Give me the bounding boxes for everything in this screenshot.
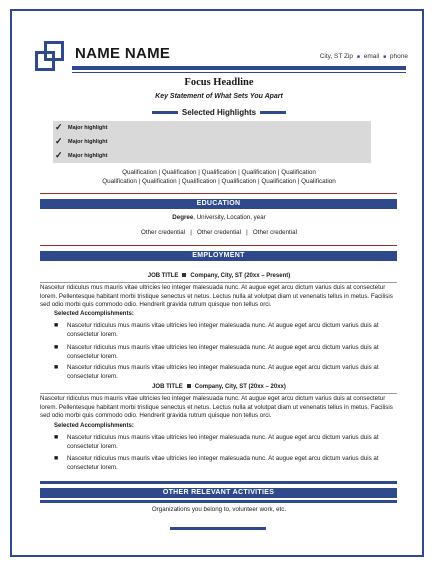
qualifications-line: Qualification | Qualification | Qualification | Qualification | Qualification | Qualification xyxy=(102,178,336,185)
city-state-zip: City, ST Zip xyxy=(319,53,354,60)
job-title-line: JOB TITLE Company, City, ST (20xx – Present) xyxy=(147,273,291,279)
bullet-icon: ■ xyxy=(54,322,59,329)
credentials-line: Other credential | Other credential | Other credential xyxy=(141,229,297,236)
job-rule xyxy=(40,393,397,394)
bullet-icon: ■ xyxy=(54,364,59,371)
highlight-item: ✓ Major highlight xyxy=(55,136,108,146)
accomplishments-heading: Selected Accomplishments: xyxy=(54,423,134,429)
job-summary: Nascetur ridiculus mus mauris vitae ultricies leo integer malesuada nunc. At augue eget arcu dictum varius duis at consectetur lorem. Pellentesque habitant morbi tristique senectus et netus. Lectus nulla at volutpat diam ut venenatis tellus in metus. Facilisis sed odio morbi quis commodo odio. Hendrerit gravida rutrum quisque non tellus orci. xyxy=(40,284,393,309)
education-heading: EDUCATION xyxy=(40,199,397,209)
degree-line: Degree, University, Location, year xyxy=(172,214,266,221)
bullet-icon: ■ xyxy=(54,434,59,441)
separator-icon: ■ xyxy=(356,54,360,60)
candidate-name: NAME NAME xyxy=(75,45,171,62)
highlights-box xyxy=(53,121,371,163)
job-summary: Nascetur ridiculus mus mauris vitae ultricies leo integer malesuada nunc. At augue eget arcu dictum varius duis at consectetur lorem. Pellentesque habitant morbi tristique senectus et netus. Lectus nulla at volutpat diam ut venenatis tellus in metus. Facilisis sed odio morbi quis commodo odio. Hendrerit gravida rutrum quisque non tellus orci. xyxy=(40,395,393,420)
section-rule xyxy=(40,500,397,503)
other-activities-heading: OTHER RELEVANT ACTIVITIES xyxy=(40,488,397,498)
accomplishment-item: ■ Nascetur ridiculus mus mauris vitae ultricies leo integer malesuada nunc. At augue eget arcu dictum varius duis at consectetur lorem. xyxy=(54,364,379,380)
section-rule xyxy=(40,481,397,484)
check-icon: ✓ xyxy=(55,150,63,160)
separator-icon: ■ xyxy=(383,54,387,60)
highlight-item: ✓ Major highlight xyxy=(55,122,108,132)
qualifications xyxy=(0,168,438,186)
header-rule-thin xyxy=(72,72,406,73)
highlight-item: ✓ Major highlight xyxy=(55,150,108,160)
phone-text: phone xyxy=(389,53,408,60)
page-border xyxy=(10,9,424,557)
accomplishment-item: ■ Nascetur ridiculus mus mauris vitae ultricies leo integer malesuada nunc. At augue eget arcu dictum varius duis at consectetur lorem. xyxy=(54,322,379,338)
job-title-line: JOB TITLE Company, City, ST (20xx – 20xx) xyxy=(152,384,286,390)
job-rule xyxy=(40,282,397,283)
divider-rule xyxy=(40,245,397,246)
divider-rule xyxy=(40,193,397,194)
key-statement: Key Statement of What Sets You Apart xyxy=(155,93,283,100)
header-rule xyxy=(72,66,406,70)
accomplishment-item: ■ Nascetur ridiculus mus mauris vitae ultricies leo integer malesuada nunc. At augue eget arcu dictum varius duis at consectetur lorem. xyxy=(54,434,379,450)
check-icon: ✓ xyxy=(55,136,63,146)
contact-info xyxy=(320,53,408,60)
accomplishment-item: ■ Nascetur ridiculus mus mauris vitae ultricies leo integer malesuada nunc. At augue eget arcu dictum varius duis at consectetur lorem. xyxy=(54,344,379,360)
employment-heading: EMPLOYMENT xyxy=(40,251,397,261)
highlights-heading: Selected Highlights xyxy=(0,108,438,117)
bullet-icon: ■ xyxy=(54,344,59,351)
check-icon: ✓ xyxy=(55,122,63,132)
qualifications-line: Qualification | Qualification | Qualification | Qualification | Qualification xyxy=(122,169,316,176)
other-activities-text: Organizations you belong to, volunteer work, etc. xyxy=(151,506,287,513)
accomplishments-heading: Selected Accomplishments: xyxy=(54,311,134,317)
footer-bar xyxy=(170,527,266,530)
focus-headline: Focus Headline xyxy=(184,77,254,88)
bullet-icon: ■ xyxy=(54,455,59,462)
email-text: email xyxy=(363,53,380,60)
logo-icon xyxy=(35,41,69,75)
accomplishment-item: ■ Nascetur ridiculus mus mauris vitae ultricies leo integer malesuada nunc. At augue eget arcu dictum varius duis at consectetur lorem. xyxy=(54,455,379,471)
